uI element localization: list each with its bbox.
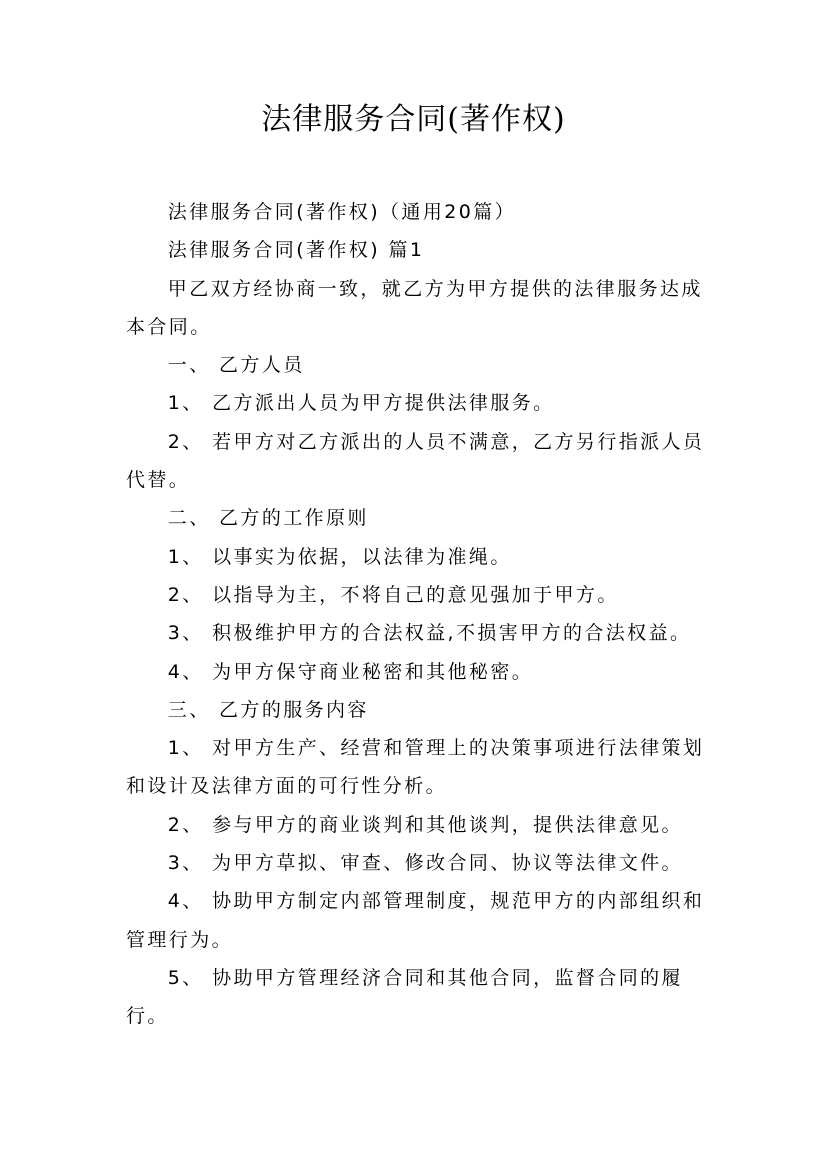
- section-heading: 二、 乙方的工作原则: [167, 507, 369, 530]
- paragraph: 法律服务合同(著作权) 篇1: [167, 239, 425, 262]
- paragraph: 法律服务合同(著作权)（通用20篇）: [167, 201, 516, 223]
- paragraph: 4、 为甲方保守商业秘密和其他秘密。: [167, 660, 534, 683]
- paragraph: 4、 协助甲方制定内部管理制度，规范甲方的内部组织和管理行为。: [126, 890, 705, 951]
- paragraph: 甲乙双方经协商一致，就乙方为甲方提供的法律服务达成本合同。: [126, 277, 703, 338]
- paragraph: 2、 若甲方对乙方派出的人员不满意，乙方另行指派人员代替。: [126, 430, 705, 492]
- document-body: [126, 193, 716, 1036]
- paragraph: 3、 积极维护甲方的合法权益,不损害甲方的合法权益。: [167, 622, 692, 645]
- paragraph: 1、 对甲方生产、经营和管理上的决策事项进行法律策划和设计及法律方面的可行性分析。: [126, 737, 705, 798]
- section-heading: 一、 乙方人员: [167, 354, 305, 377]
- paragraph: 1、 以事实为依据，以法律为准绳。: [167, 545, 512, 568]
- section-heading: 三、 乙方的服务内容: [167, 698, 369, 721]
- paragraph: 2、 参与甲方的商业谈判和其他谈判，提供法律意见。: [167, 813, 683, 836]
- paragraph: 5、 协助甲方管理经济合同和其他合同，监督合同的履行。: [126, 966, 683, 1028]
- paragraph: 3、 为甲方草拟、审查、修改合同、协议等法律文件。: [167, 852, 683, 875]
- paragraph: 1、 乙方派出人员为甲方提供法律服务。: [167, 392, 555, 415]
- paragraph: 2、 以指导为主，不将自己的意见强加于甲方。: [167, 583, 619, 606]
- document-title: 法律服务合同(著作权): [261, 102, 566, 137]
